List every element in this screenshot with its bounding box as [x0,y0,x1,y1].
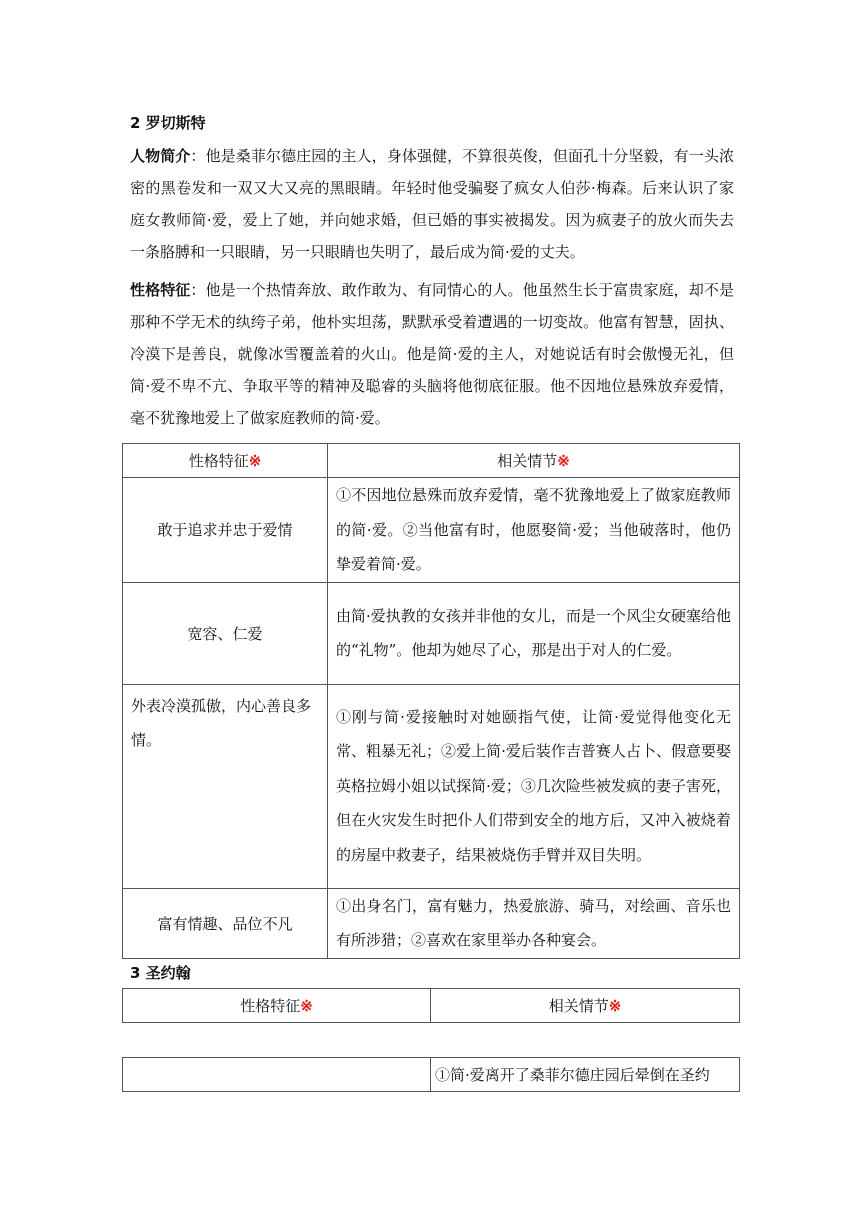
detail-cell: 由简·爱执教的女孩并非他的女儿，而是一个风尘女硬塞给他的“礼物”。他却为她尽了心，那是出于对人的仁爱。 [328,582,740,684]
table-header-row [123,989,740,1023]
trait-label: 性格特征 [130,281,191,299]
section2-heading: 2 罗切斯特 [130,114,206,132]
st-john-traits-table-body [122,1057,740,1092]
intro-text: ：他是桑菲尔德庄园的主人，身体强健，不算很英俊，但面孔十分坚毅，有一头浓密的黑卷发和一双又大又亮的黑眼睛。年轻时他受骗娶了疯女人伯莎·梅森。后来认识了家庭女教师简·爱，爱上了她，并向她求婚，但已婚的事实被揭发。因为疯妻子的放火而失去一条胳膊和一只眼睛，另一只眼睛也失明了，最后成为简·爱的丈夫。 [130,147,734,261]
table-header-row [123,444,740,478]
section3-heading: 3 圣约翰 [130,964,191,982]
asterism-mark: ※ [300,997,313,1015]
st-john-traits-table-header [122,988,740,1023]
table-row [123,1058,740,1092]
header-detail: 相关情节※ [328,444,740,478]
table-row [123,582,740,684]
detail-cell: ①刚与简·爱接触时对她颐指气使，让简·爱觉得他变化无常、粗暴无礼；②爱上简·爱后装作吉普赛人占卜、假意要娶英格拉姆小姐以试探简·爱；③几次险些被发疯的妻子害死，但在火灾发生时把仆人们带到安全的地方后，又冲入被烧着的房屋中救妻子，结果被烧伤手臂并双目失明。 [328,684,740,888]
asterism-mark: ※ [248,452,262,470]
header-trait: 性格特征※ [123,989,431,1023]
asterism-mark: ※ [557,452,570,470]
detail-cell: ①不因地位悬殊而放弃爱情，毫不犹豫地爱上了做家庭教师的简·爱。②当他富有时，他愿娶简·爱；当他破落时，他仍挚爱着简·爱。 [328,478,740,583]
trait-cell: 富有情趣、品位不凡 [123,888,328,958]
rochester-traits-table [122,443,740,959]
intro-label: 人物简介 [130,147,191,165]
detail-cell: ①出身名门，富有魅力，热爱旅游、骑马，对绘画、音乐也有所涉猎；②喜欢在家里举办各种宴会。 [328,888,740,958]
trait-cell: 外表冷漠孤傲，内心善良多情。 [123,684,328,888]
asterism-mark: ※ [608,997,622,1015]
table-row [123,478,740,583]
trait-cell [123,1058,431,1092]
detail-cell: ①简·爱离开了桑菲尔德庄园后晕倒在圣约 [431,1058,740,1092]
table-row [123,888,740,958]
header-trait: 性格特征※ [123,444,328,478]
table-row [123,684,740,888]
trait-cell: 敢于追求并忠于爱情 [123,478,328,583]
header-detail: 相关情节※ [431,989,740,1023]
intro-paragraph [130,140,734,268]
trait-text: ：他是一个热情奔放、敢作敢为、有同情心的人。他虽然生长于富贵家庭，却不是那种不学无术的纨绔子弟，他朴实坦荡，默默承受着遭遇的一切变故。他富有智慧，固执、冷漠下是善良，就像冰雪覆盖着的火山。他是简·爱的主人，对她说话有时会傲慢无礼，但简·爱不卑不亢、争取平等的精神及聪睿的头脑将他彻底征服。他不因地位悬殊放弃爱情，毫不犹豫地爱上了做家庭教师的简·爱。 [130,281,734,427]
trait-paragraph [130,274,734,434]
trait-cell: 宽容、仁爱 [123,582,328,684]
